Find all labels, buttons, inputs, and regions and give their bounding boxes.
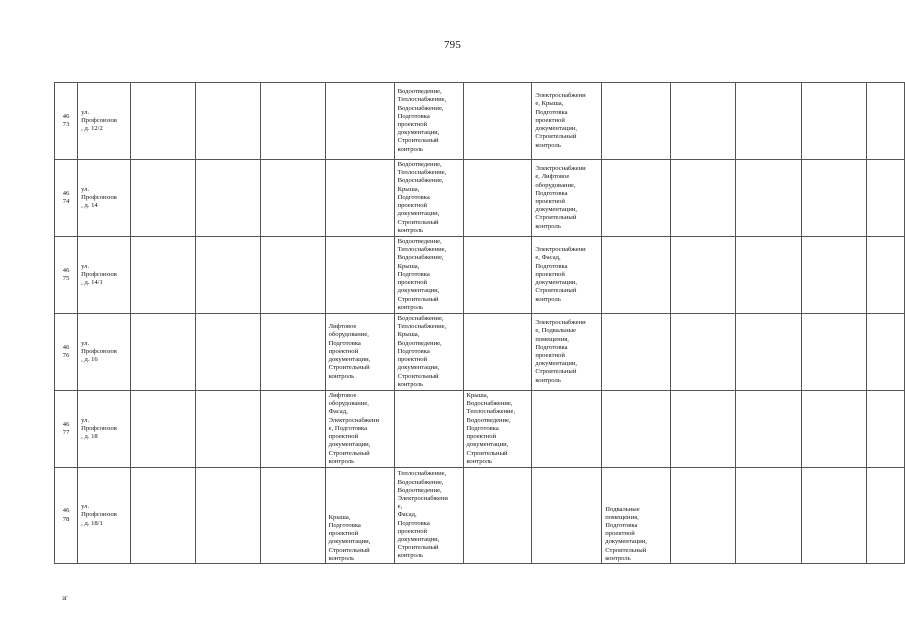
works-cell [532,468,602,564]
table-row [55,391,905,468]
works-cell [602,314,671,391]
works-cell [325,83,394,160]
address-cell: ул. Профсоюзов , д. 14 [78,160,131,237]
row-number: 46 77 [55,391,78,468]
footer-mark: зг [62,594,68,602]
works-cell: Водоотведение, Теплоснабжение, Водоснабжение, Подготовка проектной документации, Строительный контроль [394,83,463,160]
empty-cell [736,468,802,564]
empty-cell [131,160,196,237]
empty-cell [260,468,325,564]
row-number: 46 74 [55,160,78,237]
empty-cell [736,314,802,391]
works-cell: Подвальные помещения, Подготовка проектной документации, Строительный контроль [602,468,671,564]
empty-cell [131,83,196,160]
works-cell: Водоотведение, Теплоснабжение, Водоснабжение, Крыша, Подготовка проектной документации, Строительный контроль [394,237,463,314]
works-cell [602,391,671,468]
empty-cell [671,83,736,160]
empty-cell [196,468,261,564]
empty-cell [801,160,866,237]
empty-cell [131,391,196,468]
empty-cell [196,83,261,160]
empty-cell [671,237,736,314]
empty-cell [866,83,904,160]
address-cell: ул. Профсоюзов , д. 18/1 [78,468,131,564]
empty-cell [131,237,196,314]
empty-cell [736,160,802,237]
works-cell: Теплоснабжение, Водоснабжение, Водоотведение, Электроснабжени е, Фасад, Подготовка проектной документации, Строительный контроль [394,468,463,564]
empty-cell [260,391,325,468]
empty-cell [196,237,261,314]
empty-cell [866,237,904,314]
works-cell: Лифтовое оборудование, Фасад, Электроснабжени е, Подготовка проектной документации, Строительный контроль [325,391,394,468]
row-number: 46 78 [55,468,78,564]
empty-cell [260,83,325,160]
works-cell [463,468,532,564]
table-row [55,83,905,160]
empty-cell [671,468,736,564]
address-cell: ул. Профсоюзов , д. 14/1 [78,237,131,314]
works-cell: Лифтовое оборудование, Подготовка проектной документации, Строительный контроль [325,314,394,391]
table-row [55,160,905,237]
empty-cell [801,237,866,314]
page-number: 795 [443,39,462,51]
works-cell [325,237,394,314]
table-row [55,314,905,391]
works-cell [463,160,532,237]
empty-cell [801,314,866,391]
capital-repair-table [54,82,905,564]
works-cell: Водоснабжение, Теплоснабжение, Крыша, Водоотведение, Подготовка проектной документации, Строительный контроль [394,314,463,391]
table-row [55,237,905,314]
empty-cell [260,160,325,237]
works-cell [602,83,671,160]
works-cell [325,160,394,237]
works-cell: Крыша, Подготовка проектной документации, Строительный контроль [325,468,394,564]
works-cell: Электроснабжени е, Лифтовое оборудование, Подготовка проектной документации, Строительный контроль [532,160,602,237]
address-cell: ул. Профсоюзов , д. 16 [78,314,131,391]
works-cell [532,391,602,468]
table-row [55,468,905,564]
address-cell: ул. Профсоюзов , д. 12/2 [78,83,131,160]
empty-cell [736,237,802,314]
works-cell: Крыша, Водоснабжение, Теплоснабжение, Водоотведение, Подготовка проектной документации, Строительный контроль [463,391,532,468]
empty-cell [260,314,325,391]
empty-cell [866,160,904,237]
empty-cell [196,391,261,468]
empty-cell [866,314,904,391]
works-cell [463,83,532,160]
empty-cell [801,468,866,564]
row-number: 46 75 [55,237,78,314]
works-cell [602,237,671,314]
empty-cell [131,468,196,564]
address-cell: ул. Профсоюзов , д. 18 [78,391,131,468]
works-cell [602,160,671,237]
works-cell: Водоотведение, Теплоснабжение, Водоснабжение, Крыша, Подготовка проектной документации, Строительный контроль [394,160,463,237]
works-cell: Электроснабжени е, Фасад, Подготовка проектной документации, Строительный контроль [532,237,602,314]
empty-cell [196,160,261,237]
empty-cell [866,468,904,564]
empty-cell [671,391,736,468]
empty-cell [801,391,866,468]
works-cell: Электроснабжени е, Подвальные помещения, Подготовка проектной документации, Строительный контроль [532,314,602,391]
row-number: 46 76 [55,314,78,391]
empty-cell [801,83,866,160]
empty-cell [866,391,904,468]
empty-cell [196,314,261,391]
row-number: 46 73 [55,83,78,160]
empty-cell [131,314,196,391]
works-cell [463,314,532,391]
empty-cell [736,83,802,160]
works-cell: Электроснабжени е, Крыша, Подготовка проектной документации, Строительный контроль [532,83,602,160]
empty-cell [671,160,736,237]
works-cell [463,237,532,314]
empty-cell [671,314,736,391]
empty-cell [260,237,325,314]
empty-cell [736,391,802,468]
works-cell [394,391,463,468]
